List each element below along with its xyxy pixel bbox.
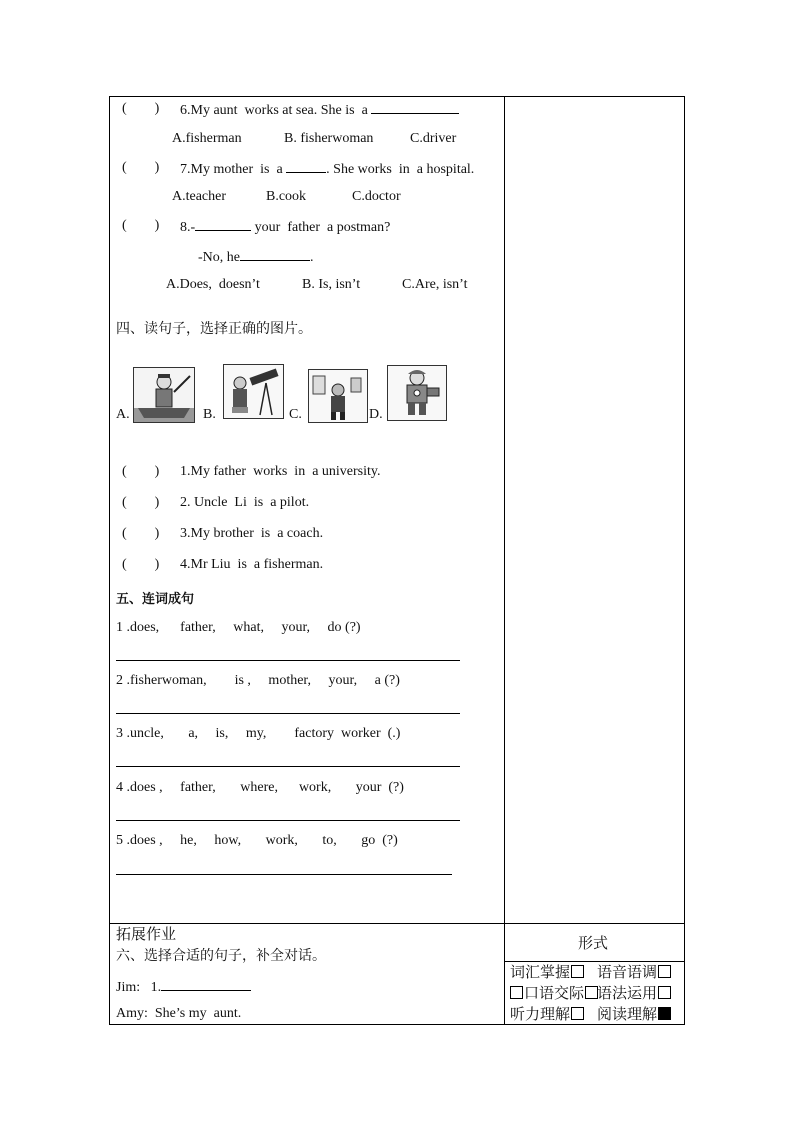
table-middle-border: [109, 923, 685, 924]
astronomer-telescope-picture-icon: [223, 364, 284, 419]
option-b: B. fisherwoman: [284, 131, 374, 146]
amy-line: Amy: She’s my aunt.: [116, 1006, 242, 1021]
pic-label-b: B.: [203, 407, 216, 422]
checklist-item[interactable]: 词汇掌握: [510, 964, 584, 980]
checkbox-icon[interactable]: [571, 1007, 584, 1020]
table-top-border: [109, 96, 685, 97]
answer-paren[interactable]: ( ): [122, 464, 160, 479]
table-bottom-border: [109, 1024, 685, 1025]
pic-label-d: D.: [369, 407, 383, 422]
question-stem: 7.My mother is a . She works in a hospital.: [180, 162, 475, 177]
answer-paren[interactable]: ( ): [122, 218, 160, 233]
pic-label-c: C.: [289, 407, 302, 422]
checked-checkbox-icon[interactable]: [658, 1007, 671, 1020]
table-divider: [504, 96, 505, 1025]
sentence: 3.My brother is a coach.: [180, 526, 324, 541]
sentence: 2. Uncle Li is a pilot.: [180, 495, 310, 510]
checkbox-icon[interactable]: [571, 965, 584, 978]
scrambled-words: 2 .fisherwoman, is , mother, your, a (?): [116, 673, 400, 688]
option-b: B.cook: [266, 189, 307, 204]
answer-paren[interactable]: ( ): [122, 526, 160, 541]
option-b: B. Is, isn’t: [302, 277, 361, 292]
option-a: A.teacher: [172, 189, 227, 204]
scrambled-words: 4 .does , father, where, work, your (?): [116, 780, 404, 795]
table-left-border: [109, 96, 110, 1025]
sentence: 4.Mr Liu is a fisherman.: [180, 557, 324, 572]
scrambled-words: 5 .does , he, how, work, to, go (?): [116, 833, 398, 848]
answer-paren[interactable]: ( ): [122, 101, 160, 116]
fisherman-picture-icon: [133, 367, 195, 423]
section-6-title: 六、选择合适的句子，补全对话。: [116, 948, 326, 964]
extension-homework-heading: 拓展作业: [116, 925, 177, 943]
jim-line: Jim: 1.: [116, 978, 251, 996]
answer-paren[interactable]: ( ): [122, 557, 160, 572]
scientist-picture-icon: [308, 369, 368, 423]
pic-label-a: A.: [116, 407, 130, 422]
section-4-title: 四、读句子，选择正确的图片。: [116, 321, 312, 337]
answer-line[interactable]: [116, 766, 460, 767]
answer-paren[interactable]: ( ): [122, 495, 160, 510]
answer-line[interactable]: [116, 713, 460, 714]
checkbox-icon[interactable]: [658, 986, 671, 999]
answer-line[interactable]: [116, 874, 452, 875]
section-5-title: 五、连词成句: [116, 592, 195, 607]
answer-line[interactable]: [116, 660, 460, 661]
answer-line[interactable]: [116, 820, 460, 821]
sentence: 1.My father works in a university.: [180, 464, 381, 479]
answer-paren[interactable]: ( ): [122, 160, 160, 175]
question-stem: 8.- your father a postman?: [180, 220, 391, 235]
scrambled-words: 1 .does, father, what, your, do (?): [116, 620, 361, 635]
table-right-border: [684, 96, 685, 1025]
option-a: A.Does, doesn’t: [166, 277, 260, 292]
option-c: C.driver: [410, 131, 457, 146]
scrambled-words: 3 .uncle, a, is, my, factory worker (.): [116, 726, 401, 741]
form-label: 形式: [578, 934, 609, 952]
checklist-item[interactable]: 口语交际: [510, 985, 598, 1001]
checklist-item[interactable]: 听力理解: [510, 1006, 584, 1022]
checklist-item[interactable]: 阅读理解: [597, 1006, 671, 1022]
question-reply: -No, he .: [198, 250, 314, 265]
form-divider: [504, 961, 684, 962]
checkbox-icon[interactable]: [658, 965, 671, 978]
option-a: A.fisherman: [172, 131, 242, 146]
checkbox-icon[interactable]: [510, 986, 523, 999]
question-stem: 6.My aunt works at sea. She is a: [180, 101, 459, 119]
worker-picture-icon: [387, 365, 447, 421]
checklist-item[interactable]: 语音语调: [597, 964, 671, 980]
checklist-item[interactable]: 语法运用: [597, 985, 671, 1001]
option-c: C.Are, isn’t: [402, 277, 468, 292]
option-c: C.doctor: [352, 189, 401, 204]
